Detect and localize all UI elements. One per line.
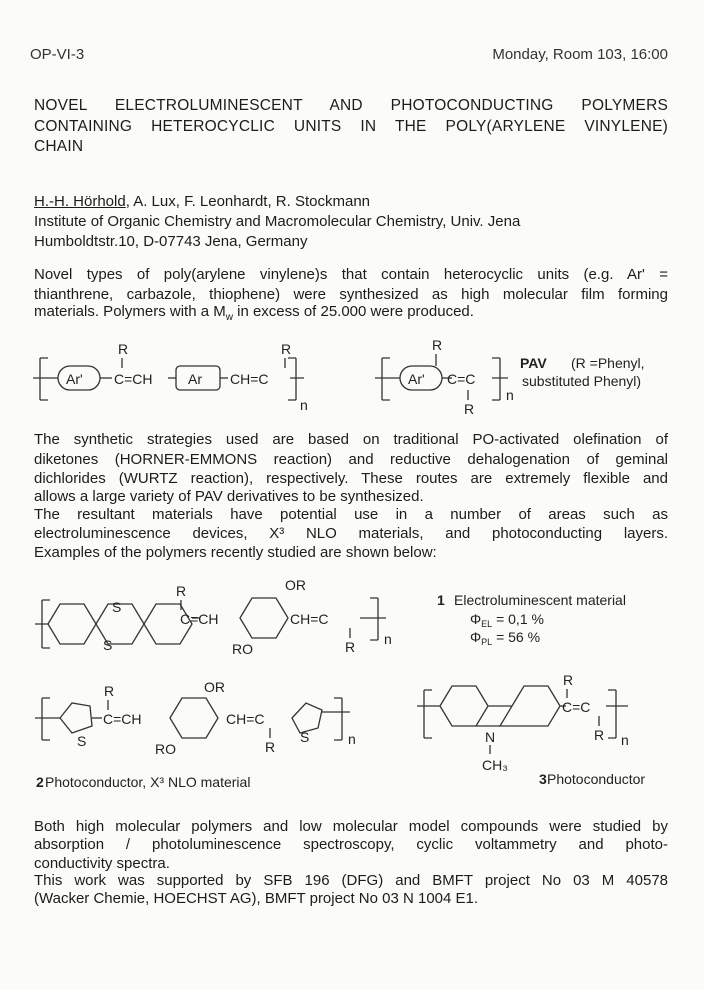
structure-label: R (464, 401, 475, 417)
compound-2-structure (35, 679, 356, 757)
session-info: Monday, Room 103, 16:00 (492, 46, 668, 63)
structure-label: = 0,1 % (492, 611, 544, 627)
structure-label: OR (285, 577, 306, 593)
title-line: CONTAINING HETEROCYCLIC UNITS IN THE POLY(ARYLENE VINYLENE) (34, 118, 668, 135)
compound-1-structure (35, 577, 392, 657)
compound-2-number: 2 (36, 774, 44, 790)
bond-line (170, 698, 218, 738)
paragraph-line: allows a large variety of PAV derivatives to be synthesized. (34, 488, 424, 505)
structure-label: R (345, 639, 356, 655)
pav-definition: (R =Phenyl, (571, 355, 645, 371)
structure-label: S (112, 599, 122, 615)
structure-label: R (432, 337, 443, 353)
text: in excess of 25.000 were produced. (232, 303, 474, 320)
structure-label: S (103, 637, 113, 653)
structure-label: n (621, 732, 629, 748)
structure-label: Φ (470, 611, 482, 627)
title-line: CHAIN (34, 138, 84, 155)
structure-label: Ar' (408, 371, 425, 387)
co-authors: , A. Lux, F. Leonhardt, R. Stockmann (125, 193, 371, 210)
structure-label: S (300, 729, 310, 745)
bond-line (240, 598, 288, 638)
bond-line (35, 698, 60, 740)
paragraph-line: This work was supported by SFB 196 (DFG) and BMFT project No 03 M 40578 (34, 872, 668, 889)
paragraph-line: electroluminescence devices, X³ NLO materials, and photoconducting layers. (34, 525, 668, 542)
bond-line (606, 690, 628, 738)
paragraph-line: absorption / photoluminescence spectroscopy, cyclic voltammetry and photo- (34, 836, 668, 853)
text: materials. Polymers with a M (34, 303, 226, 320)
bond-line (360, 598, 386, 640)
structure-label: Φ (470, 629, 482, 645)
pav-label: PAV (520, 355, 547, 371)
structure-label: = 56 % (492, 629, 541, 645)
compound-1-label: Electroluminescent material (454, 592, 626, 608)
paragraph-line: The synthetic strategies used are based on traditional PO-activated olefination of (34, 431, 668, 448)
paragraph-line: Examples of the polymers recently studied are shown below: (34, 544, 437, 561)
structure-label: C=CH (103, 711, 142, 727)
abstract-code: OP-VI-3 (30, 46, 85, 63)
structure-label: C=CH (180, 611, 219, 627)
pav-general-structure-1 (33, 341, 308, 413)
phi-el (470, 611, 544, 629)
structure-label: CH₃ (482, 757, 508, 773)
paragraph-line: The resultant materials have potential use in a number of areas such as (34, 506, 668, 523)
structure-label: n (384, 631, 392, 647)
compound-3-structure (417, 672, 629, 773)
structure-label: CH=C (226, 711, 265, 727)
structure-label: R (281, 341, 292, 357)
bond-line (375, 358, 400, 400)
structure-label: n (348, 731, 356, 747)
address: Humboldtstr.10, D-07743 Jena, Germany (34, 233, 308, 250)
structure-label: R (118, 341, 129, 357)
compound-2-label: Photoconductor, X³ NLO material (45, 774, 251, 790)
structure-label: S (77, 733, 87, 749)
bond-line (60, 703, 92, 733)
paragraph-line: dichlorides (WURTZ reaction), respectively. These routes are extremely flexible and (34, 470, 668, 487)
bond-line (33, 358, 58, 400)
bond-line (48, 604, 96, 644)
compound-1-number: 1 (437, 592, 445, 608)
paragraph-line: (Wacker Chemie, HOECHST AG), BMFT project No 03 N 1004 E1. (34, 890, 479, 907)
compound-3-label: Photoconductor (547, 771, 646, 787)
structure-label: RO (155, 741, 176, 757)
structure-label: N (485, 729, 496, 745)
title-line: NOVEL ELECTROLUMINESCENT AND PHOTOCONDUCTING POLYMERS (34, 97, 668, 114)
structure-label: C=CH (114, 371, 153, 387)
structure-label: RO (232, 641, 253, 657)
bond-line (288, 358, 304, 400)
structure-label: C=C (447, 371, 476, 387)
structure-label: R (265, 739, 276, 755)
structure-label: CH=C (290, 611, 329, 627)
paragraph-line: Both high molecular polymers and low molecular model compounds were studied by (34, 818, 668, 835)
bond-line (417, 690, 440, 738)
subscript: w (225, 312, 233, 323)
structure-label: C=C (562, 699, 591, 715)
structure-label: R (563, 672, 574, 688)
paragraph-line: thianthrene, carbazole, thiophene) were synthesized as high molecular film forming (34, 286, 668, 303)
bond-line (440, 686, 488, 726)
structure-label: n (506, 387, 514, 403)
paragraph-line: Novel types of poly(arylene vinylene)s that contain heterocyclic units (e.g. Ar' = (34, 266, 668, 283)
institute: Institute of Organic Chemistry and Macromolecular Chemistry, Univ. Jena (34, 213, 521, 230)
structure-label: R (104, 683, 115, 699)
pav-definition: substituted Phenyl) (522, 373, 642, 389)
paragraph-line: diketones (HORNER-EMMONS reaction) and reductive dehalogenation of geminal (34, 451, 668, 468)
structure-label: OR (204, 679, 225, 695)
compound-3-number: 3 (539, 771, 547, 787)
structure-label: n (300, 397, 308, 413)
phi-pl (470, 629, 540, 647)
structure-label: PL (481, 637, 493, 647)
structure-label: EL (481, 619, 493, 629)
pav-general-structure-2 (375, 337, 514, 417)
structure-label: R (176, 583, 187, 599)
presenting-author: H.-H. Hörhold (34, 193, 126, 210)
bond-line (322, 698, 350, 740)
paragraph-line: conductivity spectra. (34, 855, 170, 872)
structure-label: R (594, 727, 605, 743)
structure-label: CH=C (230, 371, 269, 387)
structure-label: Ar' (66, 371, 83, 387)
structure-label: Ar (188, 371, 202, 387)
